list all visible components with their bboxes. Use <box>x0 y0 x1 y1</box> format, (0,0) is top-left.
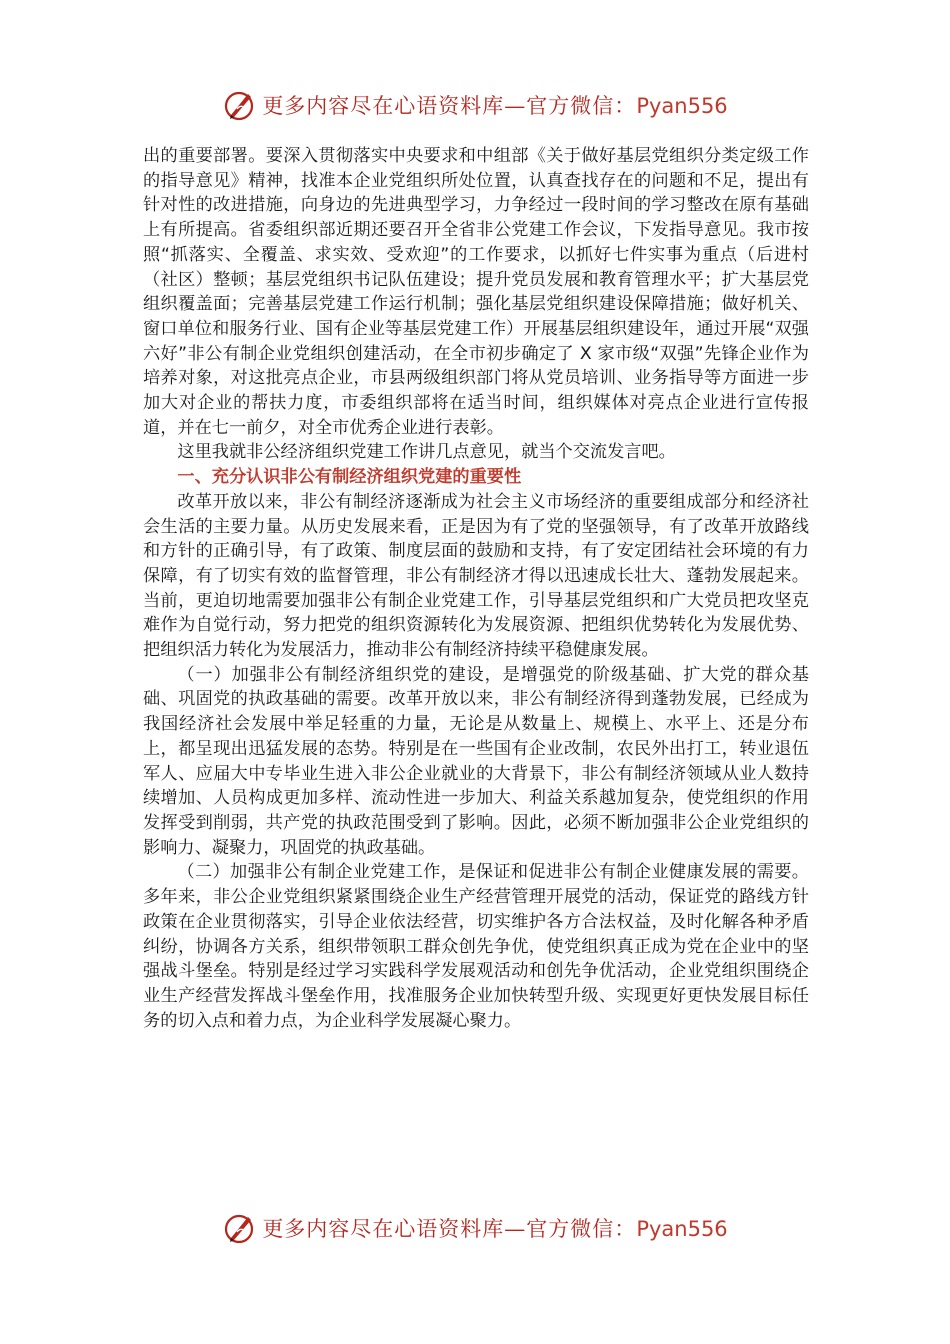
header-text: 更多内容尽在心语资料库—官方微信：Pyan556 <box>262 94 728 118</box>
paragraph-2: 这里我就非公经济组织党建工作讲几点意见，就当个交流发言吧。 <box>177 442 676 463</box>
footer-banner <box>0 1208 950 1248</box>
paragraph-3: 改革开放以来，非公有制经济逐渐成为社会主义市场经济的重要组成部分和经济社会生活的主要力量。从历史发展来看，正是因为有了党的坚强领导，有了改革开放路线和方针的正确引导，有了政策、制度层面的鼓励和支持，有了安定团结社会环境的有力保障，有了切实有效的监督管理，非公有制经济才得以迅速成长壮大、蓬勃发展起来。当前，更迫切地需要加强非公有制企业党建工作，引导基层党组织和广大党员把攻坚克难作为自觉行动，努力把党的组织资源转化为发展资源、把组织优势转化为发展优势、把组织活力转化为发展活力，推动非公有制经济持续平稳健康发展。 <box>143 491 809 661</box>
footer-wechat-id: Pyan556 <box>636 1217 728 1241</box>
footer-text: 更多内容尽在心语资料库—官方微信：Pyan556 <box>262 1217 728 1241</box>
paragraph-5: （二）加强非公有制企业党建工作，是保证和促进非公有制企业健康发展的需要。多年来，非公企业党组织紧紧围绕企业生产经营管理开展党的活动，保证党的路线方针政策在企业贯彻落实，引导企业依法经营，切实维护各方合法权益，及时化解各种矛盾纠纷，协调各方关系，组织带领职工群众创先争优，使党组织真正成为党在企业中的坚强战斗堡垒。特别是经过学习实践科学发展观活动和创先争优活动，企业党组织围绕企业生产经营发挥战斗堡垒作用，找准服务企业加快转型升级、实现更好更快发展目标任务的切入点和着力点，为企业科学发展凝心聚力。 <box>143 862 809 1031</box>
pen-logo-icon <box>222 88 256 122</box>
pen-logo-icon <box>222 1211 256 1245</box>
paragraph-4: （一）加强非公有制经济组织党的建设，是增强党的阶级基础、扩大党的群众基础、巩固党的执政基础的需要。改革开放以来，非公有制经济得到蓬勃发展，已经成为我国经济社会发展中举足轻重的力量，无论是从数量上、规模上、水平上、还是分布上，都呈现出迅猛发展的态势。特别是在一些国有企业改制，农民外出打工，转业退伍军人、应届大中专毕业生进入非公企业就业的大背景下，非公有制经济领域从业人数持续增加、人员构成更加多样、流动性进一步加大、利益关系越加复杂，使党组织的作用发挥受到削弱，共产党的执政范围受到了影响。因此，必须不断加强非公企业党组织的影响力、凝聚力，巩固党的执政基础。 <box>143 664 809 858</box>
document-body <box>143 144 809 1033</box>
header-banner <box>0 85 950 125</box>
header-wechat-id: Pyan556 <box>636 94 728 118</box>
section-heading-1: 一、充分认识非公有制经济组织党建的重要性 <box>177 467 522 488</box>
paragraph-1: 出的重要部署。要深入贯彻落实中央要求和中组部《关于做好基层党组织分类定级工作的指导意见》精神，找准本企业党组织所处位置，认真查找存在的问题和不足，提出有针对性的改进措施，向身边的先进典型学习，力争经过一段时间的学习整改在原有基础上有所提高。省委组织部近期还要召开全省非公党建工作会议，下发指导意见。我市按照“抓落实、全覆盖、求实效、受欢迎”的工作要求，以抓好七件实事为重点（后进村（社区）整顿；基层党组织书记队伍建设；提升党员发展和教育管理水平；扩大基层党组织覆盖面；完善基层党建工作运行机制；强化基层党组织建设保障措施；做好机关、窗口单位和服务行业、国有企业等基层党建工作）开展基层组织建设年，通过开展“双强六好”非公有制企业党组织创建活动，在全市初步确定了 X 家市级“双强”先锋企业作为培养对象，对这批亮点企业，市县两级组织部门将从党员培训、业务指导等方面进一步加大对企业的帮扶力度，市委组织部将在适当时间，组织媒体对亮点企业进行宣传报道，并在七一前夕，对全市优秀企业进行表彰。 <box>143 146 809 438</box>
